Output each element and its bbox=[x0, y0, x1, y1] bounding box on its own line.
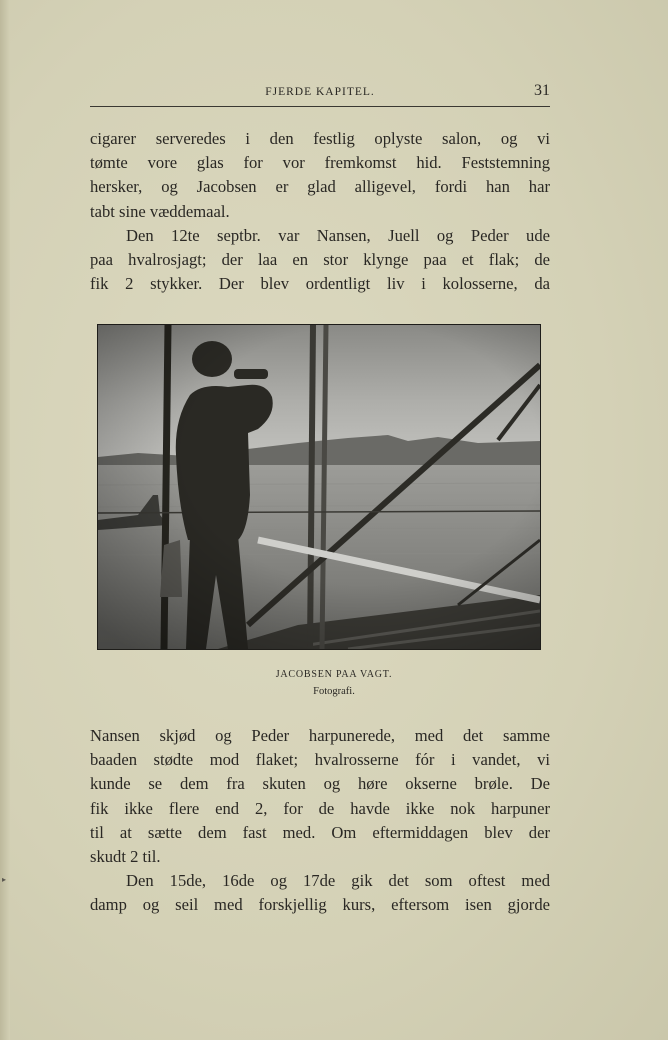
body-text-bottom bbox=[90, 724, 550, 918]
figure-caption-subtitle: Fotografi. bbox=[313, 686, 355, 697]
text-line: til at sætte dem fast med. Om eftermiddagen blev der bbox=[90, 822, 550, 842]
text-line: tømte vore glas for vor fremkomst hid. Feststemning bbox=[90, 153, 550, 173]
text-line: Nansen skjød og Peder harpunerede, med det samme bbox=[90, 726, 550, 745]
running-head: FJERDE KAPITEL. bbox=[265, 86, 375, 98]
text-line: Den 15de, 16de og 17de gik det som oftest med bbox=[126, 871, 550, 891]
text-line: tabt sine væddemaal. bbox=[90, 201, 230, 221]
text-line: skudt 2 til. bbox=[90, 847, 161, 867]
page-header bbox=[90, 80, 550, 106]
text-line: cigarer serveredes i den festlig oplyste salon, og vi bbox=[90, 129, 550, 148]
text-line: kunde se dem fra skuten og høre okserne brøle. De bbox=[90, 774, 550, 794]
figure-caption-title: JACOBSEN PAA VAGT. bbox=[275, 669, 393, 680]
text-line: fik ikke flere end 2, for de havde ikke nok harpuner bbox=[90, 798, 550, 818]
text-line: Den 12te septbr. var Nansen, Juell og Peder ude bbox=[126, 225, 550, 245]
page-number: 31 bbox=[534, 82, 550, 99]
text-line: hersker, og Jacobsen er glad alligevel, fordi han har bbox=[90, 177, 550, 197]
photograph-image bbox=[98, 325, 540, 649]
header-rule bbox=[90, 106, 550, 107]
body-text-top bbox=[90, 127, 550, 296]
text-line: fik 2 stykker. Der blev ordentligt liv i kolosserne, da bbox=[90, 274, 550, 294]
text-line: damp og seil med forskjellig kurs, eftersom isen gjorde bbox=[90, 895, 550, 915]
text-line: baaden stødte mod flaket; hvalrosserne fór i vandet, vi bbox=[90, 750, 550, 770]
margin-mark: ▸ bbox=[2, 875, 7, 884]
text-line: paa hvalrosjagt; der laa en stor klynge paa et flak; de bbox=[90, 250, 550, 270]
page-gutter bbox=[0, 0, 10, 1040]
photograph bbox=[97, 324, 541, 650]
